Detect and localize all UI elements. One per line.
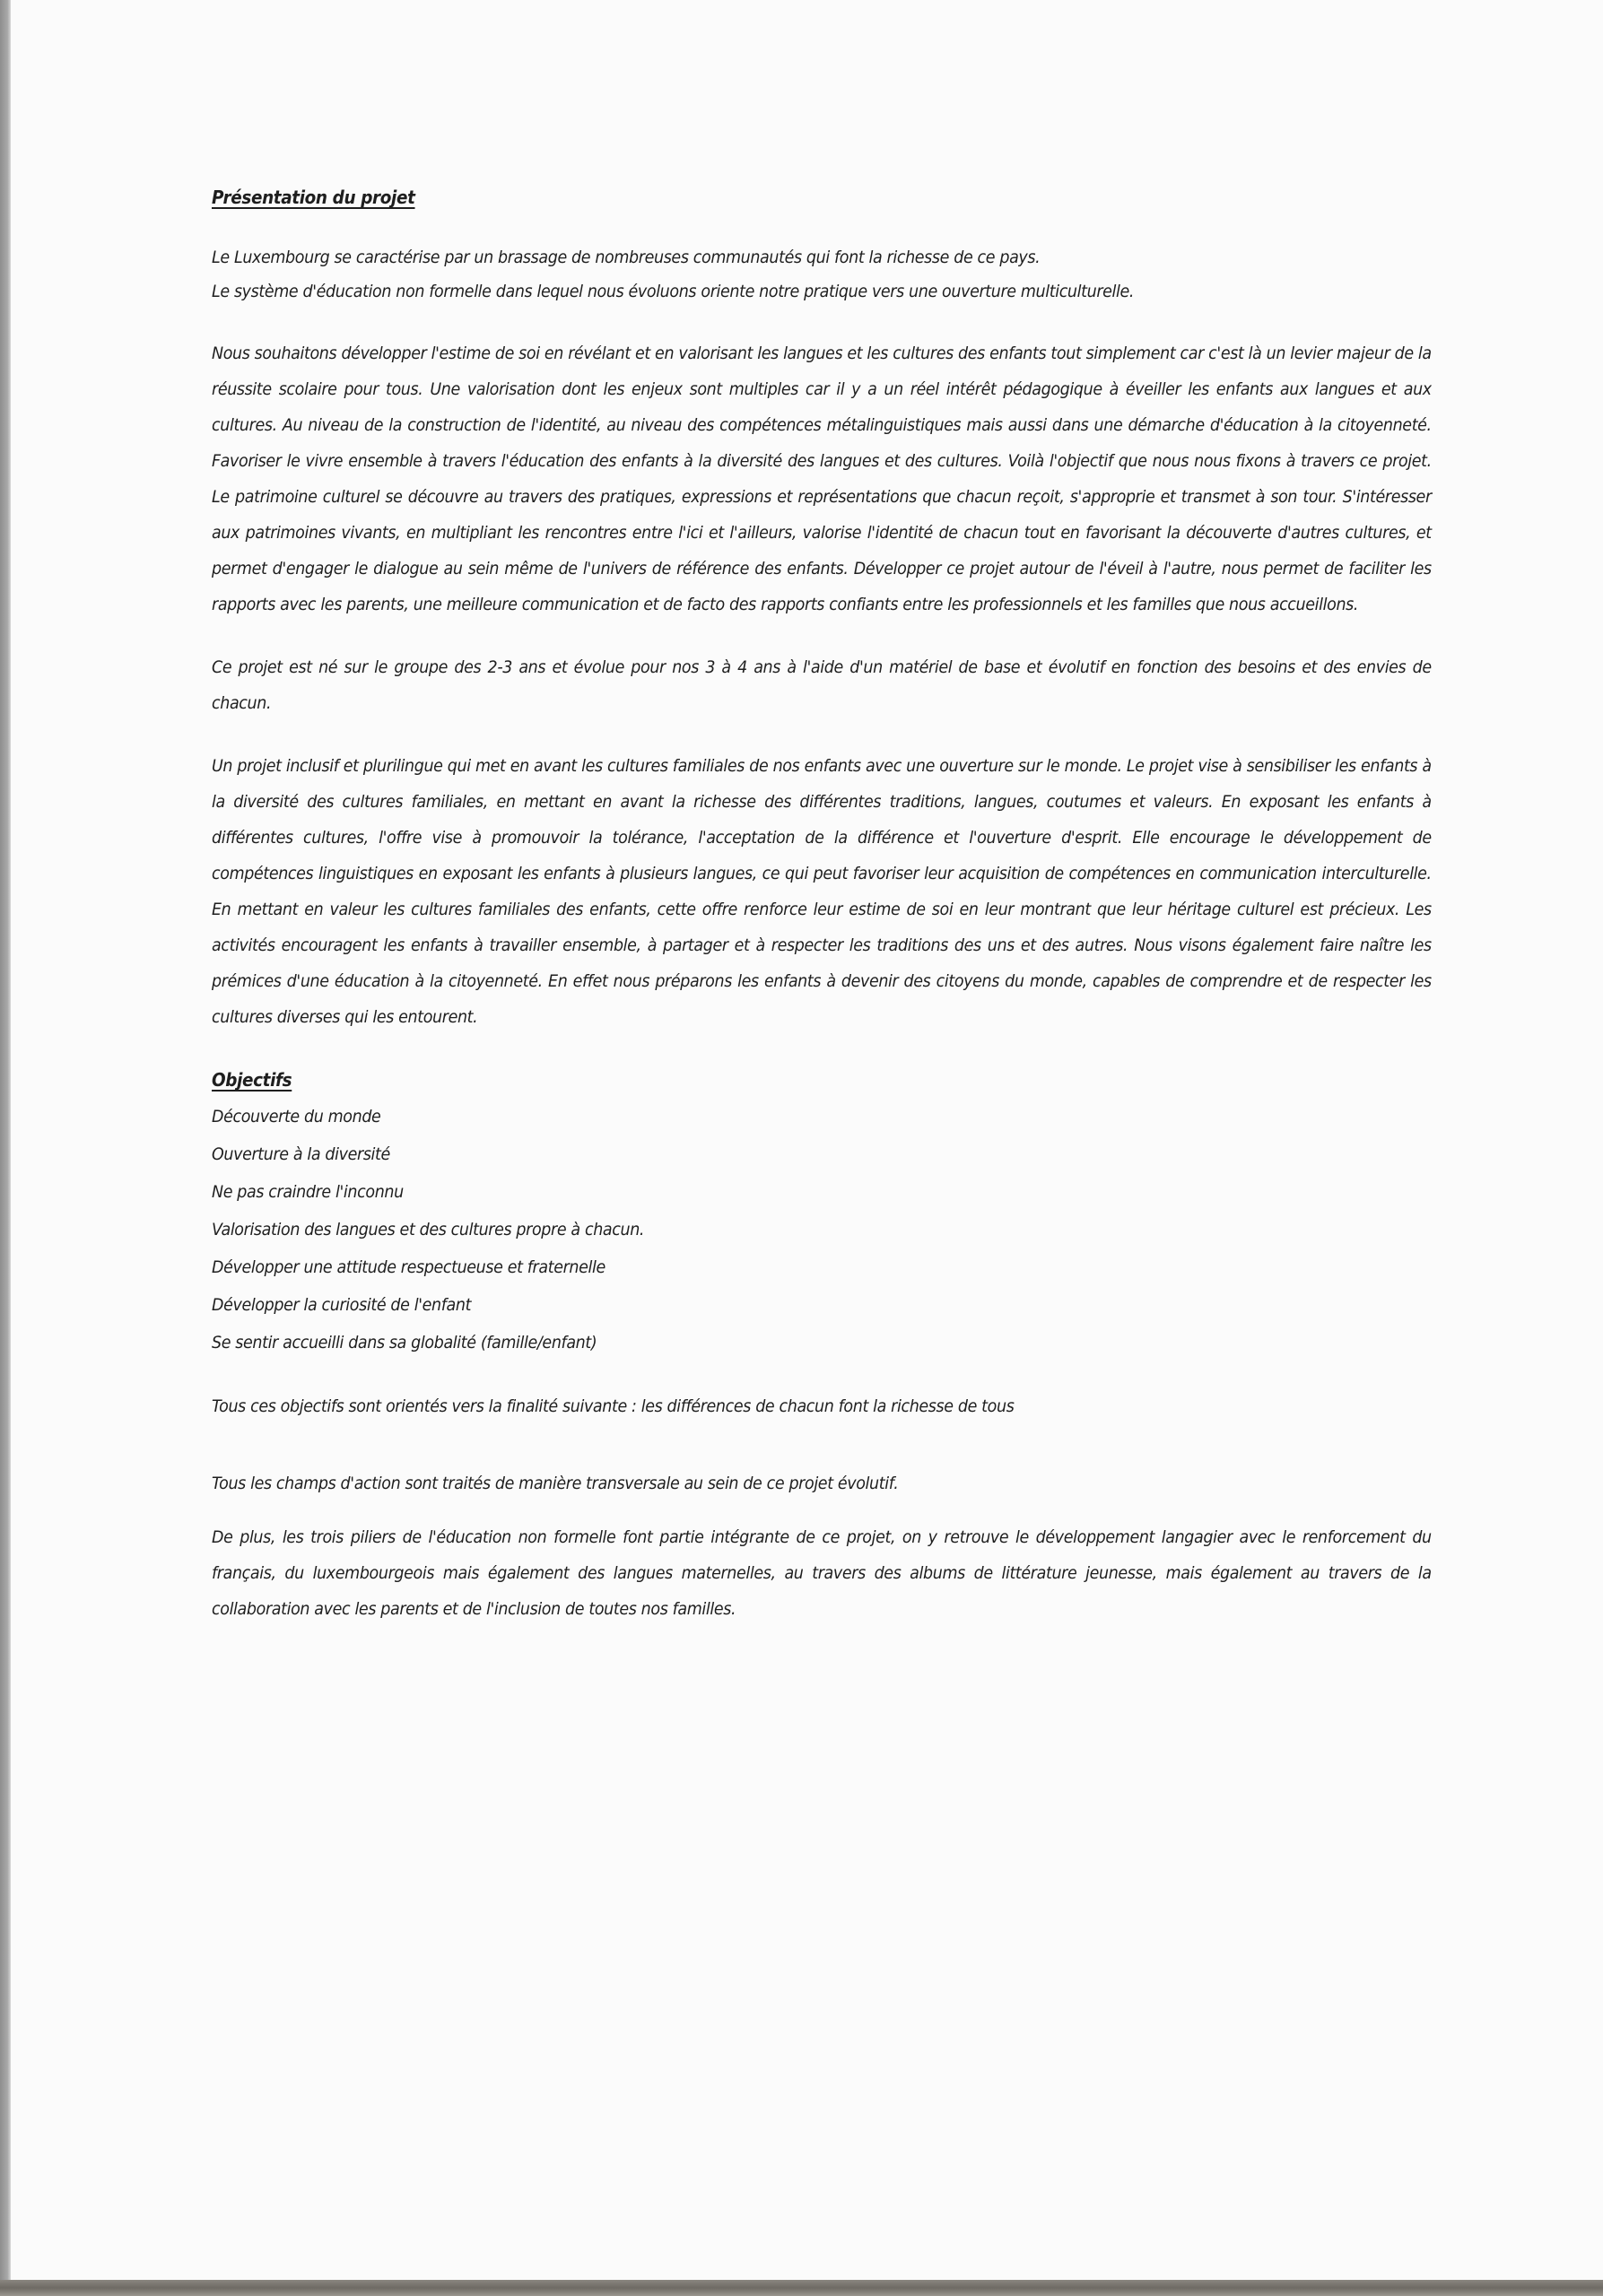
section-title-presentation: Présentation du projet <box>212 187 415 208</box>
paragraph-text: Un projet inclusif et plurilingue qui met en avant les cultures familiales de nos enfants avec une ouverture sur le monde. Le projet vise à sensibiliser les enfants à la diversité des cultures familiales, en mettant en avant la richesse des différentes traditions, langues, coutumes et valeurs. En exposant les enfants à différentes cultures, l'offre vise à promouvoir la tolérance, l'acceptation de la différence et l'ouverture d'esprit. Elle encourage le développement de compétences linguistiques en exposant les enfants à plusieurs langues, ce qui peut favoriser leur acquisition de compétences en communication interculturelle. En mettant en valeur les cultures familiales des enfants, cette offre renforce leur estime de soi en leur montrant que leur héritage culturel est précieux. Les activités encouragent les enfants à travailler ensemble, à partager et à respecter les traditions des uns et des autres. Nous visons également faire naître les prémices d'une éducation à la citoyenneté. En effet nous préparons les enfants à devenir des citoyens du monde, capables de comprendre et de respecter les cultures diverses qui les entourent. <box>212 756 1432 1027</box>
document-page <box>212 187 1432 1627</box>
objectives-section <box>212 1062 1432 1361</box>
paragraph-origine <box>212 649 1432 721</box>
intro-line: Le système d'éducation non formelle dans lequel nous évoluons oriente notre pratique vers une ouverture multiculturelle. <box>212 282 1135 301</box>
paragraph-estime <box>212 335 1432 622</box>
objective-item: Développer la curiosité de l'enfant <box>212 1295 472 1315</box>
paragraph-text: Ce projet est né sur le groupe des 2-3 ans et évolue pour nos 3 à 4 ans à l'aide d'un matériel de base et évolutif en fonction des besoins et des envies de chacun. <box>212 657 1432 713</box>
objective-item: Développer une attitude respectueuse et fraternelle <box>212 1257 605 1277</box>
objectives-list <box>212 1098 1432 1361</box>
scan-left-edge <box>0 0 11 2296</box>
objective-item: Ne pas craindre l'inconnu <box>212 1182 404 1202</box>
scan-bottom-edge <box>0 2280 1603 2296</box>
objective-item: Ouverture à la diversité <box>212 1144 390 1164</box>
paragraph-text: Nous souhaitons développer l'estime de soi en révélant et en valorisant les langues et les cultures des enfants tout simplement car c'est là un levier majeur de la réussite scolaire pour tous. Une valorisation dont les enjeux sont multiples car il y a un réel intérêt pédagogique à éveiller les enfants aux langues et aux cultures. Au niveau de la construction de l'identité, au niveau des compétences métalinguistiques mais aussi dans une démarche d'éducation à la citoyenneté. Favoriser le vivre ensemble à travers l'éducation des enfants à la diversité des langues et des cultures. Voilà l'objectif que nous nous fixons à travers ce projet. Le patrimoine culturel se découvre au travers des pratiques, expressions et représentations que chacun reçoit, s'approprie et transmet à son tour. S'intéresser aux patrimoines vivants, en multipliant les rencontres entre l'ici et l'ailleurs, valorise l'identité de chacun tout en favorisant la découverte d'autres cultures, et permet d'engager le dialogue au sein même de l'univers de référence des enfants. Développer ce projet autour de l'éveil à l'autre, nous permet de faciliter les rapports avec les parents, une meilleure communication et de facto des rapports confiants entre les professionnels et les familles que nous accueillons. <box>212 344 1432 614</box>
objective-item: Découverte du monde <box>212 1107 381 1126</box>
objective-item: Valorisation des langues et des cultures propre à chacun. <box>212 1220 645 1239</box>
pillars-text: De plus, les trois piliers de l'éducation non formelle font partie intégrante de ce projet, on y retrouve le développement langagier avec le renforcement du français, du luxembourgeois mais également des langues maternelles, au travers des albums de littérature jeunesse, mais également au travers de la collaboration avec les parents et de l'inclusion de toutes nos familles. <box>212 1527 1432 1619</box>
objective-item: Se sentir accueilli dans sa globalité (famille/enfant) <box>212 1333 597 1352</box>
intro-line: Le Luxembourg se caractérise par un brassage de nombreuses communautés qui font la richesse de ce pays. <box>212 248 1041 267</box>
paragraph-inclusif <box>212 748 1432 1035</box>
intro-block <box>212 240 1432 309</box>
transversal-text: Tous les champs d'action sont traités de manière transversale au sein de ce projet évolutif. <box>212 1474 899 1493</box>
finality-text: Tous ces objectifs sont orientés vers la finalité suivante : les différences de chacun font la richesse de tous <box>212 1396 1015 1416</box>
section-title-objectifs: Objectifs <box>212 1069 292 1091</box>
